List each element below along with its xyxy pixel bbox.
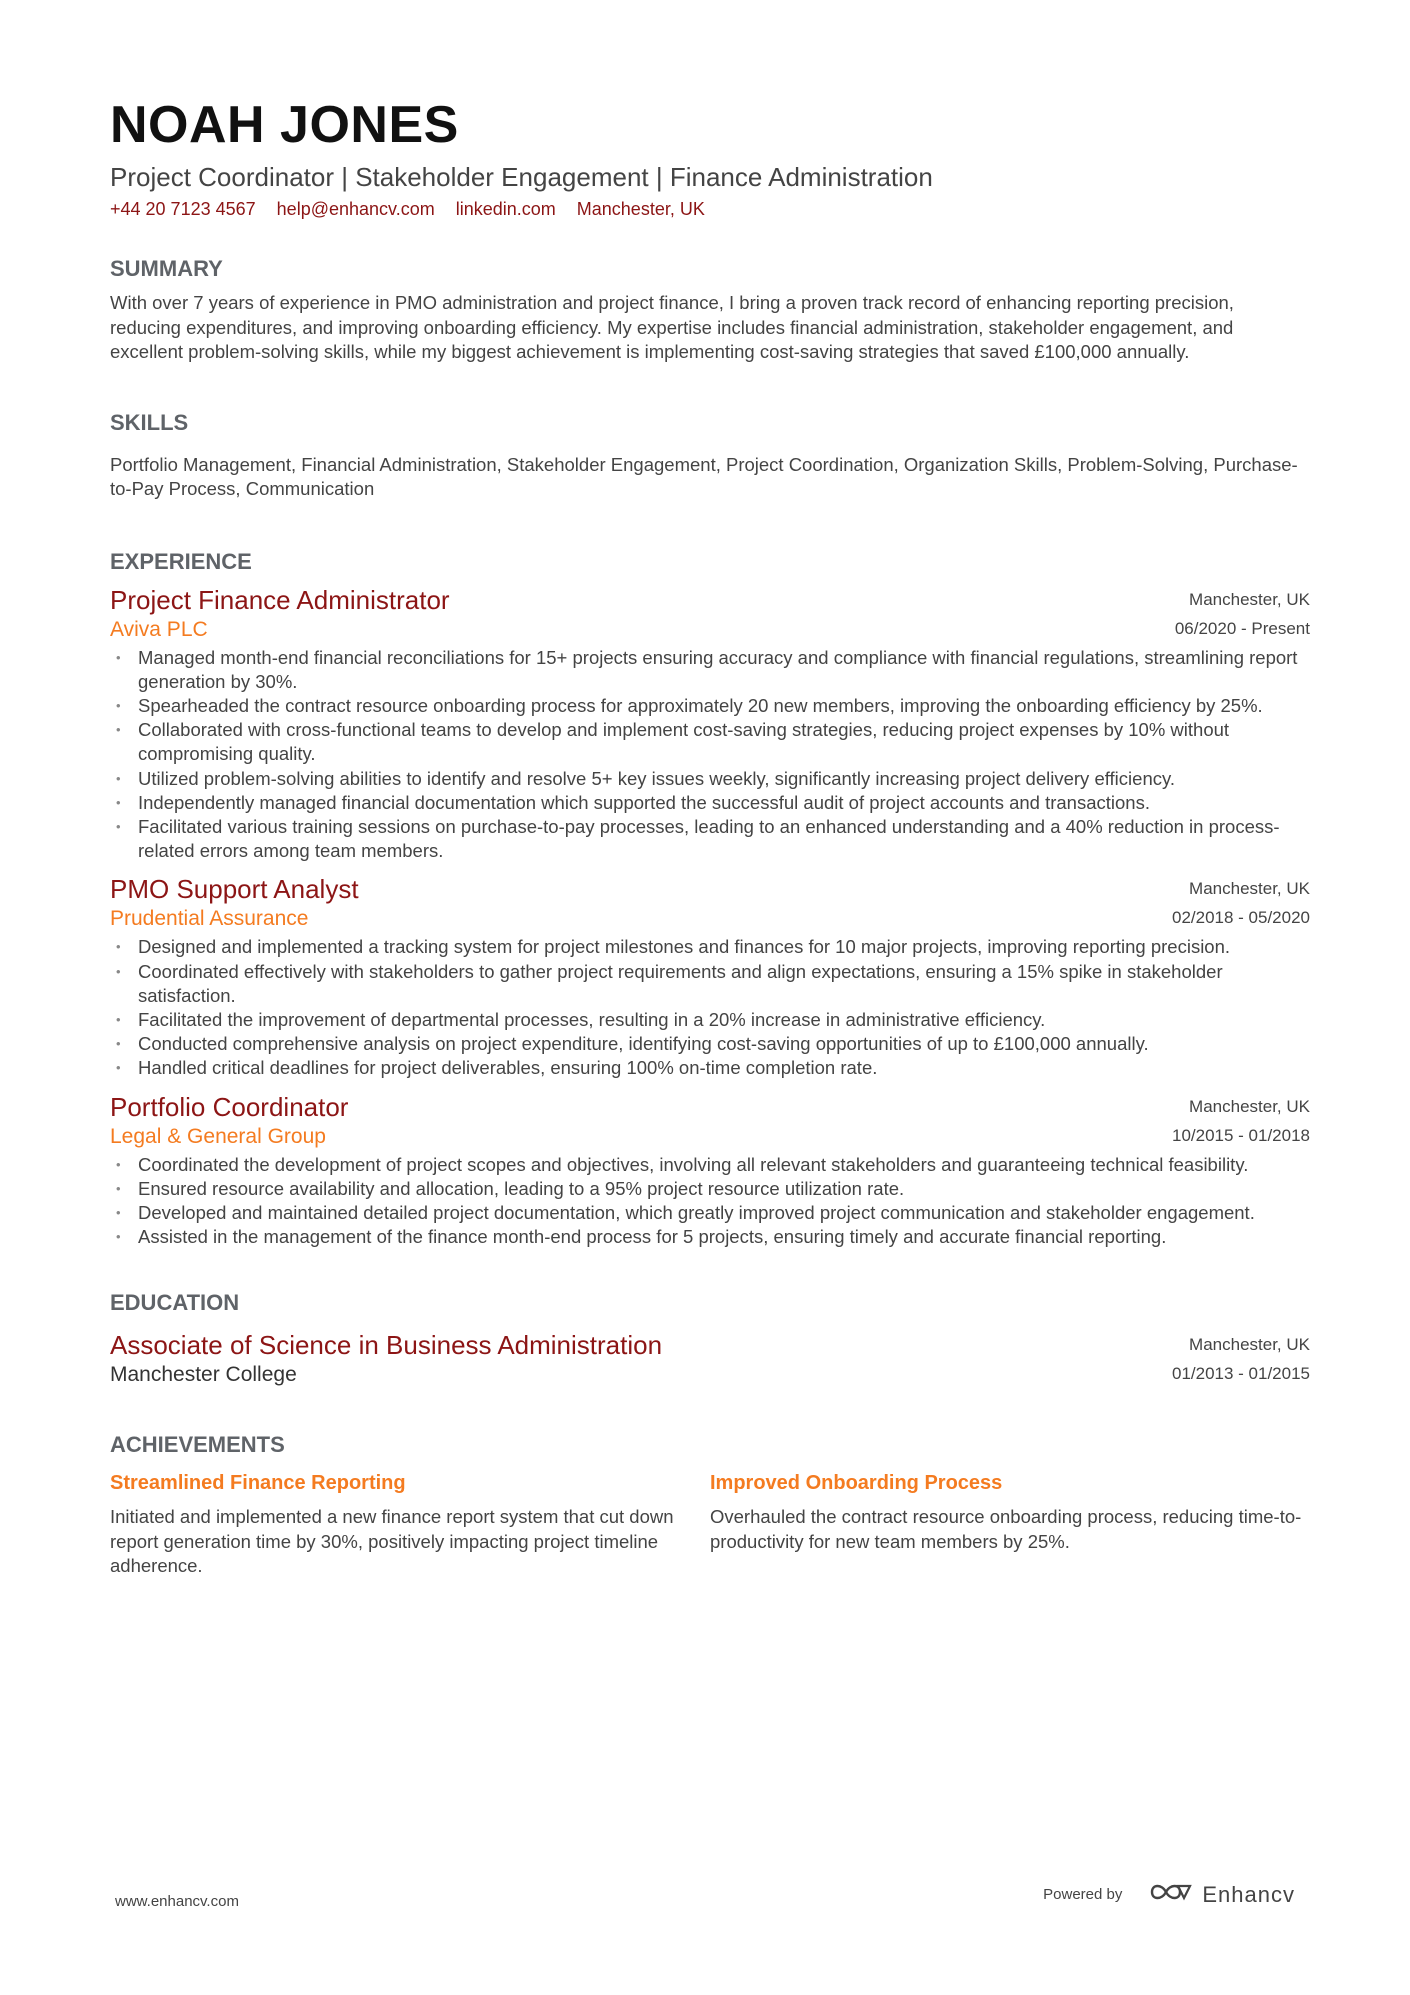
education-dates: 01/2013 - 01/2015 xyxy=(1171,1364,1310,1384)
company-name: Prudential Assurance xyxy=(110,907,309,931)
job-location: Manchester, UK xyxy=(1189,589,1310,609)
footer-branding xyxy=(1043,1880,1295,1909)
brand-name: Enhancv xyxy=(1202,1881,1295,1907)
job-dates: 06/2020 - Present xyxy=(1174,618,1310,638)
achievement-item xyxy=(710,1469,1310,1579)
bullet-item: • Assisted in the management of the finance month-end process for 5 projects, ensuring timely and accurate financial reporting. xyxy=(110,1225,1310,1249)
enhancv-logo-icon xyxy=(1148,1880,1194,1909)
achievements-title: ACHIEVEMENTS xyxy=(110,1432,285,1458)
job-bullets xyxy=(110,1153,1310,1250)
achievement-text: Overhauled the contract resource onboarding process, reducing time-to-productivity for new team members by 25%. xyxy=(710,1506,1302,1552)
job-entry xyxy=(110,584,1310,864)
job-bullets xyxy=(110,935,1310,1080)
email-link[interactable]: help@enhancv.com xyxy=(276,199,435,219)
summary-title: SUMMARY xyxy=(110,256,223,281)
bullet-item: • Independently managed financial documentation which supported the successful audit of project accounts and transactions. xyxy=(110,791,1310,815)
summary-text: With over 7 years of experience in PMO administration and project finance, I bring a proven track record of enhancing reporting precision, reducing expenditures, and improving onboarding efficiency. My expertise includes financial administration, stakeholder engagement, and excellent problem-solving skills, while my biggest achievement is implementing cost-saving strategies that saved £100,000 annually. xyxy=(110,292,1234,362)
achievements-section xyxy=(110,1431,1310,1579)
company-name: Legal & General Group xyxy=(110,1124,326,1148)
powered-by-label: Powered by xyxy=(1043,1886,1123,1903)
job-entry xyxy=(110,873,1310,1080)
education-location: Manchester, UK xyxy=(1189,1335,1310,1355)
job-title: PMO Support Analyst xyxy=(110,874,359,905)
bullet-item: • Conducted comprehensive analysis on project expenditure, identifying cost-saving opportunities of up to £100,000 annually. xyxy=(110,1032,1310,1056)
linkedin-link[interactable]: linkedin.com xyxy=(455,199,556,219)
education-title: EDUCATION xyxy=(110,1290,240,1316)
skills-section xyxy=(110,409,1310,502)
achievement-title: Improved Onboarding Process xyxy=(710,1472,1003,1495)
job-bullets xyxy=(110,646,1310,864)
bullet-item: • Developed and maintained detailed project documentation, which greatly improved project communication and stakeholder engagement. xyxy=(110,1201,1310,1225)
bullet-item: • Utilized problem-solving abilities to identify and resolve 5+ key issues weekly, significantly increasing project delivery efficiency. xyxy=(110,767,1310,791)
bullet-item: • Coordinated effectively with stakeholders to gather project requirements and align expectations, ensuring a 15% spike in stakeholder satisfaction. xyxy=(110,960,1310,1008)
bullet-item: • Coordinated the development of project scopes and objectives, involving all relevant stakeholders and guaranteeing technical feasibility. xyxy=(110,1153,1310,1177)
achievement-item xyxy=(110,1469,710,1579)
headline: Project Coordinator | Stakeholder Engagement | Finance Administration xyxy=(110,162,933,192)
job-title: Project Finance Administrator xyxy=(110,584,450,615)
experience-title: EXPERIENCE xyxy=(110,548,252,574)
bullet-item: • Managed month-end financial reconciliations for 15+ projects ensuring accuracy and compliance with financial regulations, streamlining report generation by 30%. xyxy=(110,646,1310,694)
resume-header xyxy=(110,95,1310,221)
bullet-item: • Spearheaded the contract resource onboarding process for approximately 20 new members, improving the onboarding efficiency by 25%. xyxy=(110,694,1310,718)
job-location: Manchester, UK xyxy=(1189,1096,1310,1116)
bullet-item: • Collaborated with cross-functional teams to develop and implement cost-saving strategies, reducing project expenses by 10% without compromising quality. xyxy=(110,718,1310,766)
location: Manchester, UK xyxy=(576,199,705,219)
contact-line xyxy=(110,197,1310,221)
education-section xyxy=(110,1289,1310,1389)
experience-section xyxy=(110,548,1310,1250)
bullet-item: • Designed and implemented a tracking system for project milestones and finances for 10 major projects, improving reporting precision. xyxy=(110,935,1310,959)
achievement-title: Streamlined Finance Reporting xyxy=(110,1472,406,1495)
job-entry xyxy=(110,1091,1310,1250)
achievement-text: Initiated and implemented a new finance report system that cut down report generation time by 30%, positively impacting project timeline adherence. xyxy=(110,1506,674,1577)
school-name: Manchester College xyxy=(110,1363,297,1387)
bullet-item: • Ensured resource availability and allocation, leading to a 95% project resource utilization rate. xyxy=(110,1177,1310,1201)
job-dates: 02/2018 - 05/2020 xyxy=(1171,908,1310,928)
phone[interactable]: +44 20 7123 4567 xyxy=(110,199,256,219)
summary-section xyxy=(110,255,1310,365)
skills-title: SKILLS xyxy=(110,409,189,435)
candidate-name: NOAH JONES xyxy=(110,96,459,154)
job-title: Portfolio Coordinator xyxy=(110,1091,349,1122)
bullet-item: • Facilitated various training sessions on purchase-to-pay processes, leading to an enhanced understanding and a 40% reduction in process-related errors among team members. xyxy=(110,815,1310,863)
bullet-item: • Facilitated the improvement of departmental processes, resulting in a 20% increase in administrative efficiency. xyxy=(110,1008,1310,1032)
job-location: Manchester, UK xyxy=(1189,879,1310,899)
company-name: Aviva PLC xyxy=(110,617,208,641)
skills-text: Portfolio Management, Financial Administration, Stakeholder Engagement, Project Coordination, Organization Skills, Problem-Solving, Purchase-to-Pay Process, Communication xyxy=(110,453,1298,499)
job-dates: 10/2015 - 01/2018 xyxy=(1171,1125,1310,1145)
bullet-item: • Handled critical deadlines for project deliverables, ensuring 100% on-time completion rate. xyxy=(110,1056,1310,1080)
degree-title: Associate of Science in Business Administration xyxy=(110,1330,663,1361)
footer-website[interactable]: www.enhancv.com xyxy=(115,1893,239,1910)
